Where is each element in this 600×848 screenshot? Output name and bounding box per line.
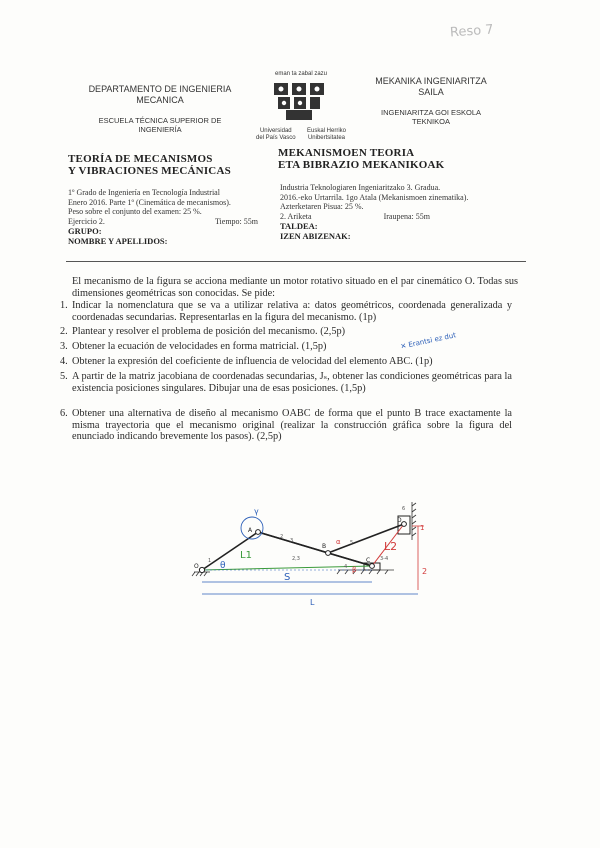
label-D: D (397, 517, 402, 524)
title-left-line2: Y VIBRACIONES MECÁNICAS (68, 165, 231, 177)
left-school-line2: INGENIERÍA (138, 125, 182, 134)
label-n2: 2 (280, 534, 284, 540)
joint-C (370, 564, 375, 569)
logo-es-line1: Universidad (259, 128, 292, 134)
info-left (68, 188, 278, 246)
info-right-time: Iraupena: 55m (383, 211, 430, 221)
left-dept-line1: DEPARTAMENTO DE INGENIERIA (88, 84, 232, 94)
label-beta: β (352, 566, 357, 574)
label-C: C (366, 557, 371, 564)
label-dim-1: 1 (420, 524, 425, 532)
label-c23: 2,3 (292, 556, 300, 562)
label-L2: L2 (384, 540, 398, 553)
joint-A (256, 530, 261, 535)
label-n1: 1 (208, 558, 212, 564)
title-right-line2: ETA BIBRAZIO MEKANIKOAK (278, 159, 445, 171)
title-right-line1: MEKANISMOEN TEORIA (278, 147, 415, 159)
logo-es-line2: del País Vasco (256, 135, 296, 141)
header-right (356, 76, 506, 126)
info-right-weight: Azterketaren Pisua: 25 %. (280, 202, 364, 212)
label-dim-2: 2 (422, 567, 428, 576)
header-divider (66, 261, 526, 262)
name-label: NOMBRE Y APELLIDOS: (68, 236, 168, 247)
right-school-line2: TEKNIKOA (412, 117, 450, 126)
task-item-3: 3. Obtener la ecuación de velocidades en forma matricial. (1,5p) (60, 341, 327, 352)
statement-intro: El mecanismo de la figura se acciona mediante un motor rotativo situado en el par cinemático O. Todas sus dimensiones geométricas son conocidas. Se pide: (72, 276, 518, 299)
left-school-line1: ESCUELA TÉCNICA SUPERIOR DE (98, 116, 222, 125)
logo-eu-line1: Euskal Herriko (306, 128, 346, 134)
label-L1: L1 (240, 550, 252, 561)
left-dept-line2: MECANICA (136, 95, 184, 105)
label-S: S (284, 572, 291, 583)
label-A: A (248, 527, 253, 534)
info-left-time: Tiempo: 55m (214, 216, 258, 226)
task-item-1: 1. Indicar la nomenclatura que se va a utilizar relativa a: datos geométricos, coordenada generalizada y coordenadas secundarias. Representarlas en la figura del mecanismo. (1p) (60, 300, 512, 323)
label-n5: 5 (350, 540, 354, 546)
joint-D (402, 522, 407, 527)
label-L: L (310, 598, 315, 607)
info-right-course: Industria Teknologiaren Ingeniaritzako 3. Gradua. (280, 183, 441, 192)
info-left-weight: Peso sobre el conjunto del examen: 25 %. (68, 207, 202, 217)
title-left-line1: TEORÍA DE MECANISMOS (68, 153, 213, 165)
label-B: B (322, 543, 327, 550)
handwritten-side-note: ✕ Erantsi ez dut (399, 331, 457, 351)
label-theta: θ (220, 561, 226, 571)
task-item-4: 4. Obtener la expresión del coeficiente de influencia de velocidad del elemento ABC. (1p) (60, 356, 433, 367)
task-item-2: 2. Plantear y resolver el problema de posición del mecanismo. (2,5p) (60, 326, 346, 337)
right-school-line1: INGENIARITZA GOI ESKOLA (380, 108, 482, 117)
info-left-exercise: Ejercicio 2. (68, 216, 105, 226)
label-alpha: α (336, 538, 341, 546)
corner-handwritten-note: Reso 7 (449, 22, 495, 41)
label-c34: 3-4 (380, 556, 389, 562)
info-right-date: 2016.-eko Urtarrila. 1go Atala (Mekanismoen zinematika). (280, 192, 469, 202)
taldea-label: TALDEA: (280, 221, 318, 232)
info-right (280, 183, 530, 241)
task-item-6: 6. Obtener una alternativa de diseño al mecanismo OABC de forma que el punto B trace exactamente la misma trayectoria que el mecanismo original (realizar la construcción gráfica sobre la figura del enunciado indicando brevemente los pasos). (2,5p) (60, 408, 512, 443)
logo-eu-line2: Unibertsitatea (307, 135, 345, 141)
label-O: O (194, 563, 199, 570)
info-right-exercise: 2. Ariketa (280, 211, 312, 221)
joint-B (326, 551, 331, 556)
header-left (70, 84, 250, 134)
right-dept-line2: SAILA (418, 87, 444, 97)
label-n6: 6 (402, 506, 406, 512)
logo-motto: eman ta zabal zazu (274, 71, 328, 77)
label-n4: 4 (344, 564, 348, 570)
task-item-5: 5. A partir de la matriz jacobiana de coordenadas secundarias, Jₛ, obtener las condiciones geométricas para la existencia posiciones singulares. Dibujar una de esas posiciones. (1,5p) (60, 371, 512, 394)
right-dept-line1: MEKANIKA INGENIARITZA (375, 76, 487, 86)
title-right (278, 147, 518, 171)
group-label: GRUPO: (68, 226, 102, 237)
slider-guide (337, 570, 394, 574)
joint-O (199, 567, 204, 572)
mechanism-figure (180, 500, 440, 610)
title-left (68, 153, 268, 177)
info-left-course: 1º Grado de Ingeniería en Tecnología Industrial (68, 188, 220, 197)
label-gamma: γ (254, 507, 259, 516)
izen-label: IZEN ABIZENAK: (280, 231, 351, 242)
label-n3: 3 (290, 538, 294, 544)
info-left-date: Enero 2016. Parte 1º (Cinemática de mecanismos). (68, 197, 231, 207)
vertical-guide-D (412, 502, 416, 540)
university-logo (256, 70, 346, 142)
logo-emblem (256, 79, 346, 123)
